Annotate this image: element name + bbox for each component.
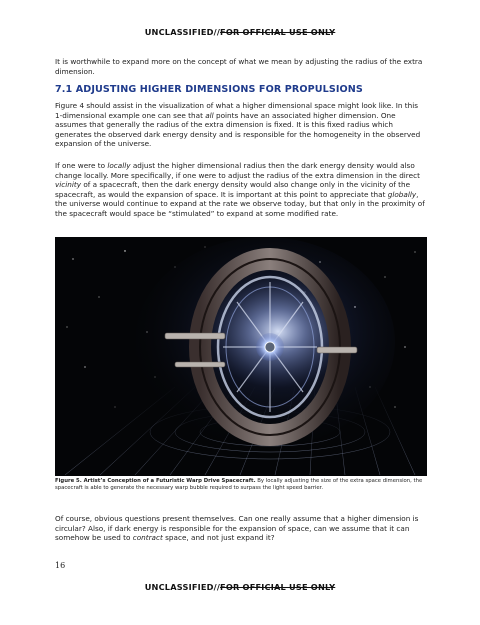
figure-caption: [55, 478, 429, 492]
classification-marking-header: [0, 27, 480, 37]
marking-prefix: UNCLASSIFIED//: [144, 582, 221, 592]
section-heading: 7.1 ADJUSTING HIGHER DIMENSIONS FOR PROPULSIONS: [55, 84, 363, 95]
marking-struck-text: FOR OFFICIAL USE ONLY: [220, 27, 336, 37]
p2-text-a: If one were to: [55, 161, 108, 170]
closing-emphasis-contract: contract: [132, 533, 163, 543]
p2-text-c: of a spacecraft, then the dark energy density would also change only in the vicinity of the spacecraft, as would the expansion of space. It is important at this point to appreciate that: [55, 180, 411, 199]
marking-struck-text: FOR OFFICIAL USE ONLY: [220, 582, 336, 592]
caption-title: Figure 5. Artist’s Conception of a Futuristic Warp Drive Spacecraft.: [55, 478, 256, 484]
spacecraft-artwork: [55, 237, 427, 476]
closing-paragraph: [55, 514, 427, 543]
paragraph-1: [55, 101, 427, 149]
p2-emphasis-globally: globally: [387, 189, 417, 199]
p1-text-b: points have an associated higher dimension. One assumes that generally the radius of the extra dimension is fixed. It is this fixed radius which generates the observed dark energy density and is responsible for the homogeneity in the observed expansion of the universe.: [55, 110, 421, 149]
paragraph-2: [55, 161, 427, 219]
page-number: 16: [55, 561, 66, 570]
p2-text-b: adjust the higher dimensional radius then the dark energy density would also change locally. More specifically, if one were to adjust the radius of the extra dimension in the direct: [55, 161, 420, 180]
marking-prefix: UNCLASSIFIED//: [144, 27, 221, 37]
classification-marking-footer: [0, 582, 480, 592]
closing-text-b: space, and not just expand it?: [162, 533, 275, 543]
p1-text-a: Figure 4 should assist in the visualization of what a higher dimensional space might look like. In this 1-dimensional example one can see that: [55, 101, 419, 120]
caption-text: By locally adjusting the size of the extra space dimension, the spacecraft is able to generate the necessary warp bubble required to surpass the light speed barrier.: [55, 478, 423, 491]
intro-paragraph: It is worthwhile to expand more on the concept of what we mean by adjusting the radius of the extra dimension.: [55, 57, 423, 76]
p2-emphasis-locally: locally: [107, 161, 131, 170]
warp-drive-spacecraft-illustration: [55, 237, 427, 476]
p1-emphasis-all: all: [205, 110, 214, 120]
p2-emphasis-vicinity: vicinity: [55, 180, 82, 190]
closing-text-a: Of course, obvious questions present themselves. Can one really assume that a higher dimension is circular? Also, if dark energy is responsible for the expansion of space, can we assume that it can somehow be used to: [55, 514, 419, 543]
p2-text-d: , the universe would continue to expand at the rate we observe today, but that only in the proximity of the spacecraft would space be “stimulated” to expand at some modified rate.: [55, 189, 425, 218]
spacecraft-hub: [265, 342, 275, 352]
